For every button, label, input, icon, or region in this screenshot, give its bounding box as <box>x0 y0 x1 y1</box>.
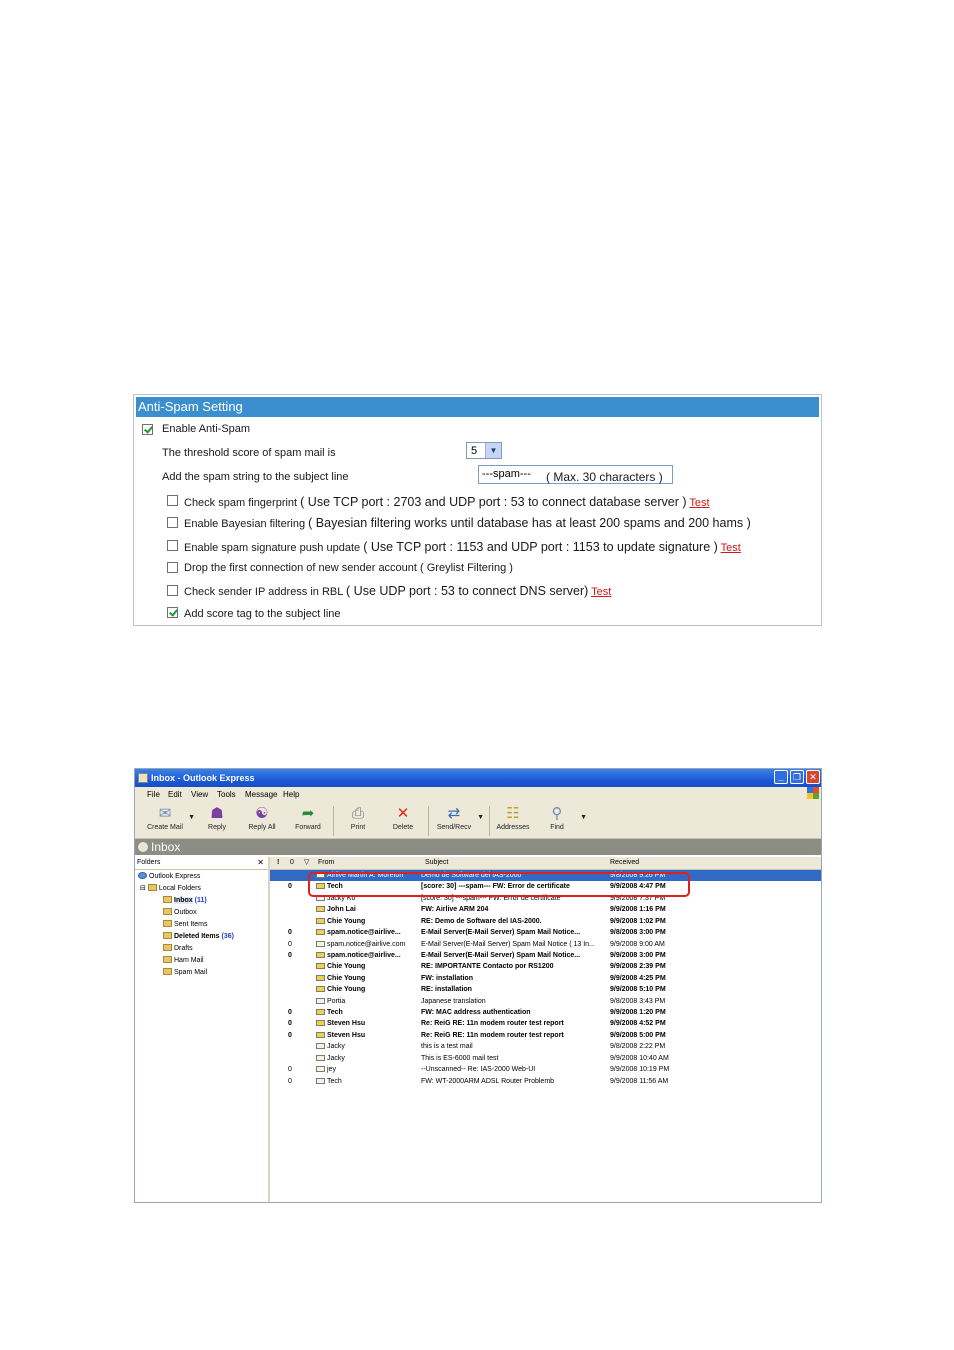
message-from-text: Steven Hsu <box>327 1020 366 1028</box>
outlook-express-window <box>134 768 822 1203</box>
message-from <box>316 927 420 938</box>
chevron-down-icon[interactable]: ▼ <box>485 443 501 458</box>
close-icon[interactable]: ✕ <box>257 858 264 867</box>
toolbar-separator <box>333 806 334 836</box>
message-received: 9/8/2008 2:22 PM <box>610 1043 666 1051</box>
envelope-icon <box>316 1009 325 1015</box>
message-subject: Japanese translation <box>421 997 486 1005</box>
create-mail-icon: ✉ <box>158 805 172 822</box>
envelope-icon <box>316 941 325 947</box>
menu-bar <box>135 787 821 803</box>
restore-icon[interactable]: ❐ <box>790 770 804 784</box>
message-received: 9/9/2008 1:16 PM <box>610 906 666 914</box>
envelope-icon <box>316 918 325 924</box>
greylist-checkbox[interactable] <box>167 562 178 573</box>
option-score-tag <box>184 608 341 620</box>
option-rbl <box>184 584 611 598</box>
message-from-text: spam.notice@airlive... <box>327 929 401 937</box>
message-subject: Demo de Software del IAS-2000 <box>421 872 522 879</box>
envelope-icon <box>316 1078 325 1084</box>
message-from-text: Jacky <box>327 1043 345 1051</box>
bayesian-checkbox[interactable] <box>167 517 178 528</box>
message-received: 9/9/2008 4:47 PM <box>610 883 666 891</box>
message-row[interactable] <box>270 973 821 984</box>
message-list-header <box>270 857 821 870</box>
message-from-text: John Lai <box>327 906 356 914</box>
message-from-text: Chie Young <box>327 963 366 971</box>
envelope-icon <box>316 952 325 958</box>
message-from <box>316 996 420 1007</box>
option-label: Add score tag to the subject line <box>184 608 341 620</box>
option-bayesian <box>184 516 751 530</box>
app-icon <box>138 773 148 783</box>
attachment-icon: 0 <box>288 1031 292 1039</box>
message-row[interactable] <box>270 927 821 938</box>
option-label: Enable spam signature push update <box>184 542 361 554</box>
message-from <box>316 973 420 984</box>
message-from-text: Tech <box>327 1077 342 1085</box>
attachment-icon: 0 <box>288 929 292 937</box>
message-from <box>316 1041 420 1052</box>
folders-header <box>135 857 268 870</box>
threshold-value: 5 <box>471 445 478 457</box>
message-subject: Re: ReiG RE: 11n modem router test report <box>421 1031 564 1039</box>
folder-label: Sent Items <box>174 921 208 928</box>
message-from-text: spam.notice@airlive... <box>327 951 401 959</box>
message-received: 9/8/2008 3:43 PM <box>610 997 666 1005</box>
attachment-icon: 0 <box>288 1077 292 1085</box>
message-from-text: Tech <box>327 1009 343 1017</box>
folder-icon <box>163 968 172 975</box>
message-from-text: Jacky Ko <box>327 894 356 902</box>
attachment-icon: 0 <box>288 951 292 959</box>
message-from <box>316 916 420 927</box>
message-from-text: Jacky <box>327 1054 345 1062</box>
message-from <box>316 1030 420 1041</box>
message-received: 9/8/2008 9:26 PM <box>610 872 666 879</box>
envelope-icon <box>316 929 325 935</box>
message-received: 9/9/2008 1:20 PM <box>610 1009 666 1017</box>
message-row[interactable] <box>270 996 821 1007</box>
message-received: 9/9/2008 10:19 PM <box>610 1066 670 1074</box>
folder-inbox[interactable] <box>163 895 207 906</box>
message-row[interactable] <box>270 939 821 950</box>
message-subject: this is a test mail <box>421 1043 473 1051</box>
delete-icon: ✕ <box>396 805 410 822</box>
message-received: 9/9/2008 9:00 AM <box>610 940 665 948</box>
message-received: 9/9/2008 3:00 PM <box>610 951 666 959</box>
message-from <box>316 950 420 961</box>
message-subject: --Unscanned-- Re: IAS-2000 Web-UI <box>421 1066 536 1074</box>
test-link[interactable]: Test <box>720 542 741 554</box>
windows-logo-icon <box>807 787 819 799</box>
anti-spam-panel <box>133 394 822 626</box>
folder-icon <box>148 884 157 891</box>
message-received: 9/8/2008 3:00 PM <box>610 929 666 937</box>
folder-label: Inbox <box>174 897 193 904</box>
message-received: 9/9/2008 4:52 PM <box>610 1020 666 1028</box>
inbox-icon <box>163 896 172 903</box>
spam-string-hint <box>546 470 663 484</box>
column-subject[interactable]: Subject <box>425 859 449 866</box>
spam-string-input[interactable]: ---spam--- <box>478 465 673 484</box>
folder-label: Spam Mail <box>174 969 208 976</box>
message-row[interactable] <box>270 950 821 961</box>
message-row[interactable] <box>270 961 821 972</box>
menu-view[interactable]: View <box>191 790 209 799</box>
minimize-icon[interactable]: _ <box>774 770 788 784</box>
message-subject: FW: Airlive ARM 204 <box>421 906 489 914</box>
test-link[interactable]: Test <box>591 586 612 598</box>
message-received: 9/9/2008 5:00 PM <box>610 1031 666 1039</box>
fingerprint-checkbox[interactable] <box>167 495 178 506</box>
folders-header-label: Folders <box>137 859 161 866</box>
message-subject: Re: ReiG RE: 11n modem router test report <box>421 1020 564 1028</box>
envelope-icon <box>316 975 325 981</box>
message-from <box>316 1064 420 1075</box>
print-button[interactable] <box>336 805 380 831</box>
message-from-text: spam.notice@airlive.com <box>327 940 406 948</box>
message-received: 9/9/2008 4:25 PM <box>610 974 666 982</box>
message-received: 9/9/2008 10:40 AM <box>610 1054 669 1062</box>
message-row[interactable] <box>270 1041 821 1052</box>
message-from-text: Tech <box>327 883 343 891</box>
folder-title-bar <box>135 839 821 855</box>
highlight-box <box>308 872 690 897</box>
message-subject: This is ES-6000 mail test <box>421 1054 499 1062</box>
unread-count: (11) <box>194 897 207 904</box>
forward-button[interactable] <box>286 805 330 831</box>
enable-anti-spam-label: Enable Anti-Spam <box>162 423 251 435</box>
message-from-text: Steven Hsu <box>327 1031 366 1039</box>
button-label: Delete <box>392 824 414 831</box>
folder-label: Drafts <box>174 945 193 952</box>
message-subject: [score: 30] ---spam--- FW: Error de certificate <box>421 883 570 891</box>
message-received: 9/9/2008 11:56 AM <box>610 1077 669 1085</box>
message-row[interactable] <box>270 916 821 927</box>
message-from-text: Airlive Martin A. Moreton <box>327 872 404 879</box>
reply-button[interactable] <box>195 805 239 831</box>
folder-deleted-items[interactable] <box>163 931 234 942</box>
envelope-icon <box>316 963 325 969</box>
attachment-icon: 0 <box>288 1009 292 1017</box>
message-subject: RE: IMPORTANTE Contacto por RS1200 <box>421 963 554 971</box>
unread-count: (36) <box>221 933 234 940</box>
toolbar-separator <box>428 806 429 836</box>
sent-items-icon <box>163 920 172 927</box>
message-from-text: Chie Young <box>327 917 366 925</box>
column-attachment[interactable]: 0 <box>290 859 294 866</box>
button-label: Create Mail <box>147 824 183 831</box>
message-from <box>316 1018 420 1029</box>
button-label: Reply All <box>248 824 276 831</box>
folder-outlook-express[interactable] <box>138 871 200 882</box>
option-label: Check spam fingerprint <box>184 497 298 509</box>
close-icon[interactable]: ✕ <box>806 770 820 784</box>
option-label: Check sender IP address in RBL <box>184 586 343 598</box>
message-subject: RE: installation <box>421 986 472 994</box>
message-row[interactable] <box>270 1018 821 1029</box>
folder-label: Outbox <box>174 909 197 916</box>
message-from <box>316 1007 420 1018</box>
find-button[interactable] <box>535 805 587 831</box>
inbox-icon <box>138 842 148 852</box>
window-title: Inbox - Outlook Express <box>151 773 255 783</box>
test-link[interactable]: Test <box>689 497 710 509</box>
column-received[interactable]: Received <box>610 859 640 866</box>
message-subject: RE: Demo de Software del IAS-2000. <box>421 917 542 925</box>
menu-file[interactable]: File <box>147 790 160 799</box>
message-subject: FW: WT-2000ARM ADSL Router Problemb <box>421 1077 555 1085</box>
send-receive-icon: ⇄ <box>447 805 461 822</box>
collapse-icon[interactable]: ⊟ <box>140 885 146 892</box>
envelope-icon <box>316 906 325 912</box>
message-from <box>316 961 420 972</box>
button-label: Forward <box>295 824 321 831</box>
button-label: Addresses <box>496 824 530 831</box>
folder-sent-items[interactable] <box>163 919 207 930</box>
drafts-icon <box>163 944 172 951</box>
message-row[interactable] <box>270 984 821 995</box>
folder-local-folders[interactable] <box>140 883 201 894</box>
button-label: Reply <box>208 824 226 831</box>
forward-icon: ➦ <box>301 805 315 822</box>
menu-help[interactable]: Help <box>283 790 300 799</box>
message-row[interactable] <box>270 1007 821 1018</box>
menu-message[interactable]: Message <box>245 790 278 799</box>
score-tag-checkbox[interactable] <box>167 607 178 618</box>
delete-button[interactable] <box>381 805 425 831</box>
option-detail: ( Use UDP port : 53 to connect DNS server) <box>346 584 589 598</box>
envelope-icon <box>316 1032 325 1038</box>
option-detail: ( Bayesian filtering works until database has at least 200 spams and 200 hams ) <box>308 516 751 530</box>
reply-all-button[interactable] <box>240 805 284 831</box>
message-row[interactable] <box>270 1064 821 1075</box>
attachment-icon: 0 <box>288 940 292 948</box>
message-list <box>270 857 821 1202</box>
message-row[interactable] <box>270 1030 821 1041</box>
find-icon: ⚲ <box>551 805 563 822</box>
folder-drafts[interactable] <box>163 943 193 954</box>
attachment-icon: 0 <box>288 1066 292 1074</box>
message-received: 9/9/2008 5:10 PM <box>610 986 666 994</box>
reply-all-icon: ☯ <box>255 805 269 822</box>
folder-title: Inbox <box>151 840 181 854</box>
panel-header: Anti-Spam Setting <box>136 397 819 417</box>
threshold-select[interactable] <box>466 442 502 459</box>
message-from-text: Portia <box>327 997 346 1005</box>
option-detail: ( Greylist Filtering ) <box>420 562 513 574</box>
message-subject: E-Mail Server(E-Mail Server) Spam Mail Notice ( 13 In... <box>421 940 595 948</box>
menu-tools[interactable]: Tools <box>217 790 236 799</box>
attachment-icon: 0 <box>288 1020 292 1028</box>
envelope-icon <box>316 1043 325 1049</box>
option-greylist <box>184 562 513 574</box>
title-bar <box>135 769 821 787</box>
folder-spam-mail[interactable] <box>163 967 207 978</box>
send-recv-button[interactable] <box>432 805 484 831</box>
reply-icon: ☗ <box>210 805 224 822</box>
attachment-icon: 0 <box>288 883 292 891</box>
folder-label: Outlook Express <box>149 873 201 880</box>
message-from-text: jey <box>327 1066 336 1074</box>
envelope-icon <box>316 1066 325 1072</box>
message-row[interactable] <box>270 1053 821 1064</box>
message-from-text: Chie Young <box>327 974 366 982</box>
option-label: Drop the first connection of new sender account <box>184 562 417 574</box>
message-subject: E-Mail Server(E-Mail Server) Spam Mail Notice... <box>421 929 581 937</box>
address-book-icon: ☷ <box>506 805 520 822</box>
folder-label: Deleted Items <box>174 933 220 940</box>
message-from <box>316 904 420 915</box>
folder-ham-mail[interactable] <box>163 955 204 966</box>
folder-label: Ham Mail <box>174 957 204 964</box>
message-subject: [score: 30] ---spam--- FW: Error de certificate <box>421 894 561 902</box>
message-from <box>316 1076 420 1087</box>
envelope-icon <box>316 1055 325 1061</box>
outlook-express-icon <box>138 872 147 879</box>
spam-string-label: Add the spam string to the subject line <box>162 471 349 483</box>
column-from[interactable]: From <box>318 859 335 866</box>
option-detail: ( Use TCP port : 2703 and UDP port : 53 to connect database server ) <box>300 495 687 509</box>
column-priority[interactable]: ! <box>277 859 280 866</box>
signature-push-checkbox[interactable] <box>167 540 178 551</box>
message-subject: FW: MAC address authentication <box>421 1009 531 1017</box>
envelope-icon <box>316 1020 325 1026</box>
folders-pane <box>135 857 270 1202</box>
hint-text: ( Max. 30 characters ) <box>546 470 663 484</box>
folder-icon <box>163 956 172 963</box>
message-row[interactable] <box>270 1076 821 1087</box>
message-row[interactable] <box>270 904 821 915</box>
threshold-label: The threshold score of spam mail is <box>162 447 336 459</box>
envelope-icon <box>316 986 325 992</box>
message-received: 9/9/2008 7:37 PM <box>610 894 666 902</box>
print-icon: ⎙ <box>351 805 364 822</box>
message-subject: E-Mail Server(E-Mail Server) Spam Mail Notice... <box>421 951 581 959</box>
create-mail-button[interactable] <box>143 805 195 831</box>
dropdown-arrow-icon[interactable]: ▼ <box>580 814 587 821</box>
enable-anti-spam-checkbox[interactable] <box>142 424 153 435</box>
button-label: Find <box>550 824 564 831</box>
folder-label: Local Folders <box>158 885 201 892</box>
toolbar-separator <box>489 806 490 836</box>
message-received: 9/9/2008 1:02 PM <box>610 917 666 925</box>
message-from <box>316 984 420 995</box>
option-fingerprint <box>184 495 710 509</box>
toolbar <box>135 802 821 839</box>
message-from-text: Chie Young <box>327 986 366 994</box>
rbl-checkbox[interactable] <box>167 585 178 596</box>
dropdown-arrow-icon[interactable]: ▼ <box>477 814 484 821</box>
addresses-button[interactable] <box>491 805 535 831</box>
option-label: Enable Bayesian filtering <box>184 518 306 530</box>
message-subject: FW: installation <box>421 974 473 982</box>
message-from <box>316 1053 420 1064</box>
menu-edit[interactable]: Edit <box>168 790 182 799</box>
envelope-icon <box>316 998 325 1004</box>
option-detail: ( Use TCP port : 1153 and UDP port : 1153 to update signature ) <box>363 540 718 554</box>
dropdown-arrow-icon[interactable]: ▼ <box>188 814 195 821</box>
column-flag[interactable]: ▽ <box>304 859 310 866</box>
message-received: 9/9/2008 2:39 PM <box>610 963 666 971</box>
deleted-items-icon <box>163 932 172 939</box>
outbox-icon <box>163 908 172 915</box>
option-signature-push <box>184 540 741 554</box>
button-label: Send/Recv <box>436 824 472 831</box>
folder-outbox[interactable] <box>163 907 197 918</box>
button-label: Print <box>350 824 366 831</box>
message-from <box>316 939 420 950</box>
